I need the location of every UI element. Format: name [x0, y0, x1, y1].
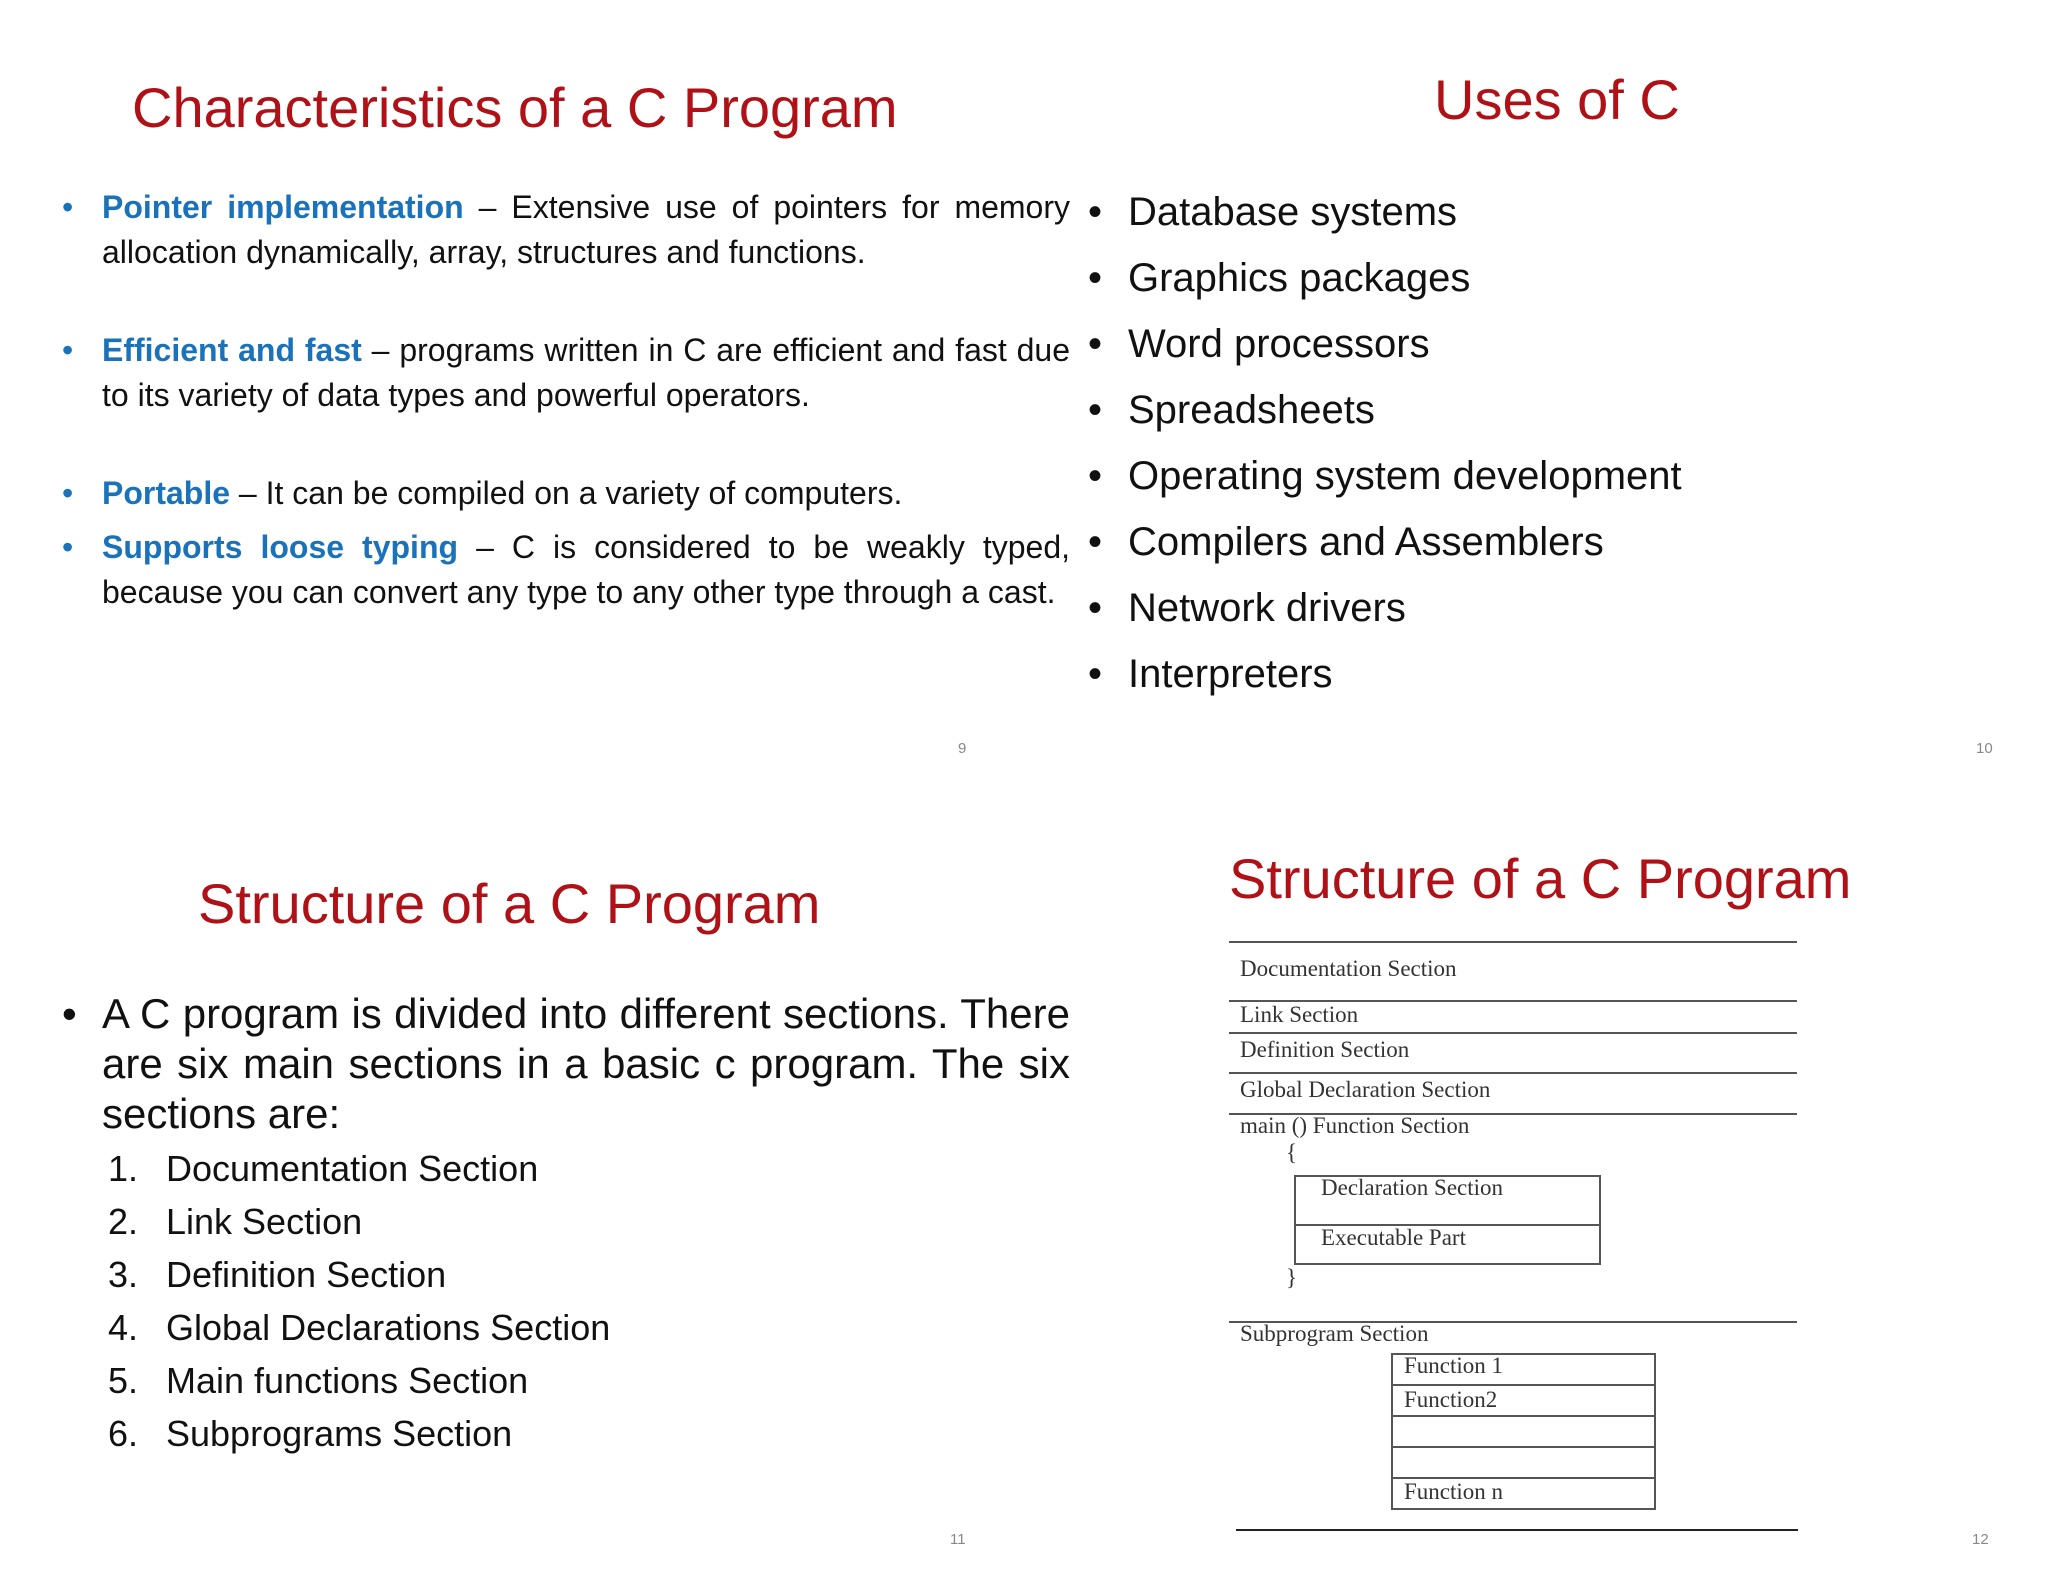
- bullet-icon: •: [1088, 190, 1103, 234]
- divider: [1229, 1072, 1797, 1074]
- function-cell: [1391, 1446, 1656, 1479]
- slide-10: [1024, 0, 2048, 791]
- function-label: Function2: [1404, 1387, 1498, 1412]
- intro-paragraph: [62, 989, 1070, 1139]
- item-label: Documentation Section: [166, 1148, 539, 1189]
- slide-11: [0, 791, 1070, 1582]
- list-item: [1088, 649, 1333, 699]
- bullet-icon: •: [1088, 454, 1103, 498]
- item-number: 6.: [108, 1413, 139, 1454]
- bullet-icon: •: [62, 990, 77, 1037]
- item-description: Extensive use of pointers for memory allocation dynamically, array, structures and functions.: [102, 189, 1071, 270]
- function-label: Function n: [1404, 1479, 1504, 1504]
- item-term: Efficient and fast: [102, 332, 362, 368]
- item-description: It can be compiled on a variety of computers.: [265, 475, 903, 511]
- list-item: [62, 471, 1070, 516]
- item-label: Operating system development: [1128, 454, 1682, 498]
- list-item: [1088, 319, 1430, 369]
- slide-title: Structure of a C Program: [1229, 847, 1852, 910]
- item-label: Global Declarations Section: [166, 1307, 611, 1348]
- list-item: [108, 1303, 610, 1353]
- bullet-icon: •: [1088, 586, 1103, 630]
- link-section-label: Link Section: [1240, 1002, 1359, 1027]
- item-separator: –: [458, 529, 512, 565]
- bullet-icon: •: [1088, 520, 1103, 564]
- item-label: Main functions Section: [166, 1360, 529, 1401]
- list-item: [1088, 253, 1471, 303]
- item-label: Definition Section: [166, 1254, 447, 1295]
- open-brace: {: [1286, 1140, 1298, 1165]
- slide-title: Characteristics of a C Program: [132, 76, 898, 139]
- item-number: 3.: [108, 1254, 139, 1295]
- function-label: Function 1: [1404, 1353, 1504, 1378]
- item-label: Graphics packages: [1128, 256, 1471, 300]
- global-declaration-section-label: Global Declaration Section: [1240, 1077, 1491, 1102]
- item-number: 5.: [108, 1360, 139, 1401]
- list-item: [1088, 583, 1406, 633]
- divider: [1236, 1529, 1798, 1531]
- close-brace: }: [1286, 1265, 1298, 1290]
- documentation-section-label: Documentation Section: [1240, 956, 1457, 981]
- bullet-icon: •: [1088, 652, 1103, 696]
- item-label: Subprograms Section: [166, 1413, 513, 1454]
- bullet-icon: •: [1088, 388, 1103, 432]
- list-item: [108, 1409, 512, 1459]
- item-label: Spreadsheets: [1128, 388, 1375, 432]
- list-item: [1088, 385, 1375, 435]
- list-item: [1088, 187, 1458, 237]
- bullet-icon: •: [62, 332, 74, 368]
- executable-part-label: Executable Part: [1321, 1225, 1466, 1250]
- slide-title: Uses of C: [1434, 68, 1680, 131]
- list-item: [108, 1197, 362, 1247]
- item-term: Portable: [102, 475, 231, 511]
- list-item: [108, 1144, 538, 1194]
- list-item: [1088, 451, 1682, 501]
- slide-9: [0, 0, 1071, 791]
- item-description: programs written in C are efficient and fast due to its variety of data types and powerful operators.: [102, 332, 1071, 413]
- program-structure-diagram: [1024, 791, 2048, 1582]
- intro-text: A C program is divided into different sections. There are six main sections in a basic c program. The six sections are:: [102, 990, 1070, 1137]
- slide-12: [1024, 791, 2048, 1582]
- bullet-icon: •: [62, 189, 74, 225]
- bullet-icon: •: [62, 529, 74, 565]
- declaration-section-label: Declaration Section: [1321, 1175, 1504, 1200]
- bullet-icon: •: [1088, 256, 1103, 300]
- divider: [1229, 1032, 1797, 1034]
- page-number: 10: [1976, 740, 1993, 757]
- function-cell: [1391, 1415, 1656, 1448]
- list-item: [62, 525, 1071, 615]
- item-description: C is considered to be weakly typed, because you can convert any type to any other type through a cast.: [102, 529, 1071, 610]
- bullet-icon: •: [1088, 322, 1103, 366]
- item-label: Interpreters: [1128, 652, 1333, 696]
- page-number: 9: [958, 740, 967, 757]
- list-item: [108, 1250, 446, 1300]
- list-item: [108, 1356, 528, 1406]
- bullet-icon: •: [62, 475, 74, 511]
- item-label: Network drivers: [1128, 586, 1406, 630]
- main-function-section-label: main () Function Section: [1240, 1113, 1470, 1138]
- item-separator: –: [230, 475, 266, 511]
- item-label: Link Section: [166, 1201, 363, 1242]
- page-number: 11: [950, 1531, 966, 1548]
- item-separator: –: [463, 189, 512, 225]
- item-number: 1.: [108, 1148, 139, 1189]
- divider: [1229, 941, 1797, 943]
- slide-title: Structure of a C Program: [198, 872, 821, 935]
- item-number: 2.: [108, 1201, 139, 1242]
- list-item: [62, 185, 1071, 275]
- subprogram-section-label: Subprogram Section: [1240, 1321, 1429, 1346]
- list-item: [1088, 517, 1604, 567]
- list-item: [62, 328, 1071, 418]
- item-separator: –: [361, 332, 400, 368]
- item-term: Pointer implementation: [102, 189, 464, 225]
- item-label: Database systems: [1128, 190, 1458, 234]
- page-number: 12: [1972, 1531, 1989, 1548]
- item-label: Word processors: [1128, 322, 1430, 366]
- item-number: 4.: [108, 1307, 139, 1348]
- item-term: Supports loose typing: [102, 529, 459, 565]
- definition-section-label: Definition Section: [1240, 1037, 1410, 1062]
- item-label: Compilers and Assemblers: [1128, 520, 1604, 564]
